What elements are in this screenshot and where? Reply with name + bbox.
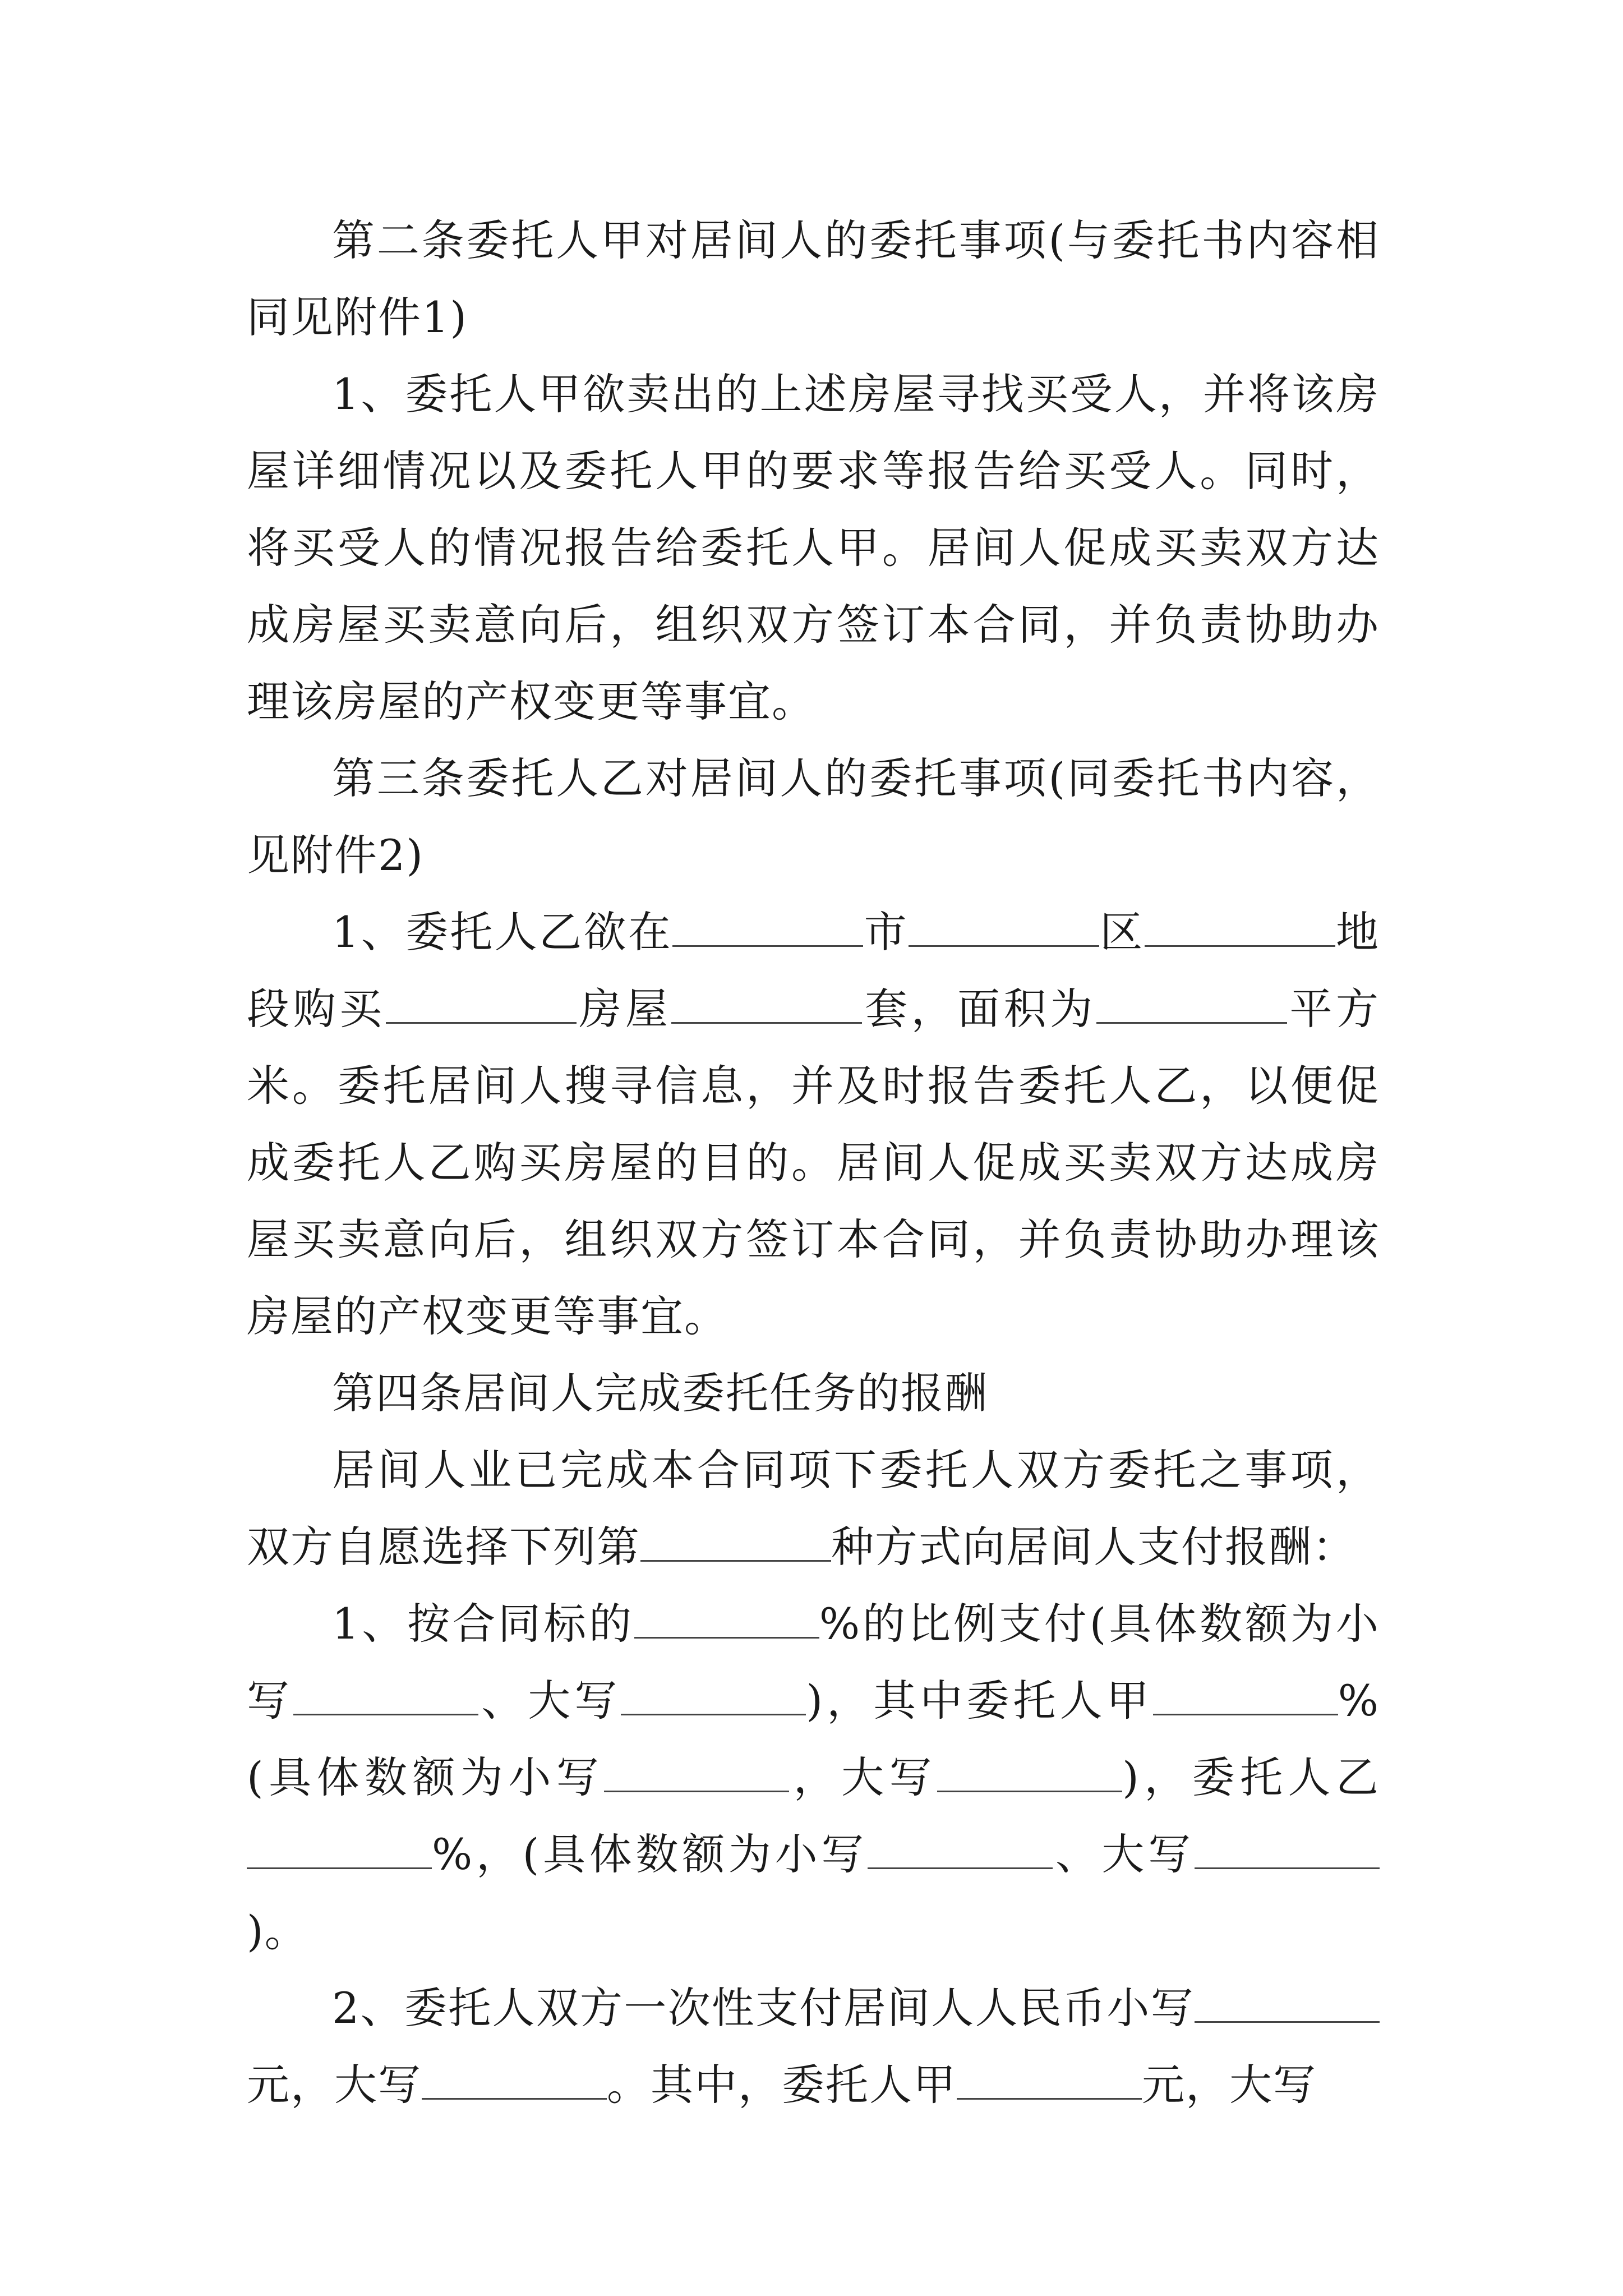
article-4-heading: 第四条居间人完成委托任务的报酬 (332, 1368, 988, 1418)
document-body (247, 202, 1380, 2123)
fill-blank-count[interactable] (671, 983, 862, 1024)
text: 元，大写 (1142, 2060, 1317, 2110)
text: 区 (1099, 907, 1145, 957)
fill-blank-party-a-lower[interactable] (604, 1751, 789, 1792)
fill-blank-size[interactable] (1096, 983, 1287, 1024)
fill-blank-party-a-percent[interactable] (1153, 1674, 1338, 1715)
text: %的比例支付(具体数额为小写 (247, 1599, 1380, 1726)
text: 1、委托人乙欲在 (332, 907, 673, 957)
text: 元，大写 (247, 2060, 422, 2110)
text: 地段购买 (247, 907, 1380, 1034)
text: )。 (247, 1906, 308, 1956)
text: )，委托人乙 (1122, 1752, 1380, 1802)
text: 种方式向居间人支付报酬： (831, 1522, 1356, 1572)
text: 、大写 (478, 1676, 621, 1726)
article-4-item-1 (247, 1585, 1380, 1970)
fill-blank-total-upper[interactable] (422, 2059, 607, 2100)
article-2-heading: 第二条委托人甲对居间人的委托事项(与委托书内容相同见附件1) (247, 215, 1380, 342)
fill-blank-percent[interactable] (634, 1598, 819, 1639)
text: 。其中，委托人甲 (607, 2060, 957, 2110)
article-3-heading: 第三条委托人乙对居间人的委托事项(同委托书内容，见附件2) (247, 753, 1380, 880)
text: 套，面积为 (862, 984, 1096, 1034)
fill-blank-amount-upper[interactable] (621, 1674, 806, 1715)
fill-blank-party-b-upper[interactable] (1195, 1828, 1380, 1869)
fill-blank-amount-lower[interactable] (293, 1674, 478, 1715)
text: 市 (863, 907, 909, 957)
text: 平方米。委托居间人搜寻信息，并及时报告委托人乙，以便促成委托人乙购买房屋的目的。居间人促成买卖双方达成房屋买卖意向后，组织双方签订本合同，并负责协助办理该房屋的产权变更等事宜。 (247, 984, 1380, 1341)
text: )，其中委托人甲 (806, 1676, 1153, 1726)
text: 、大写 (1053, 1829, 1195, 1879)
fill-blank-area[interactable] (1145, 906, 1335, 947)
fill-blank-party-a-upper[interactable] (937, 1751, 1122, 1792)
text: 居间人业已完成本合同项下委托人双方委托之事项，双方自愿选择下列第 (247, 1445, 1380, 1572)
fill-blank-party-a-yuan[interactable] (957, 2059, 1142, 2100)
article-2-item-1: 1、委托人甲欲卖出的上述房屋寻找买受人，并将该房屋详细情况以及委托人甲的要求等报告给买受人。同时，将买受人的情况报告给委托人甲。居间人促成买卖双方达成房屋买卖意向后，组织双方签订本合同，并负责协助办理该房屋的产权变更等事宜。 (247, 369, 1380, 726)
article-4-intro (247, 1432, 1380, 1585)
fill-blank-district[interactable] (909, 906, 1099, 947)
article-3-item-1 (247, 894, 1380, 1355)
fill-blank-house-type[interactable] (386, 983, 577, 1024)
fill-blank-party-b-lower[interactable] (868, 1828, 1053, 1869)
text: 1、按合同标的 (332, 1599, 634, 1649)
fill-blank-method[interactable] (640, 1521, 831, 1562)
fill-blank-city[interactable] (672, 906, 863, 947)
text: 房屋 (576, 984, 672, 1034)
fill-blank-party-b-percent[interactable] (247, 1828, 432, 1869)
text: ，大写 (789, 1752, 938, 1802)
text: %(具体数额为小写 (247, 1676, 1380, 1802)
fill-blank-total-lower[interactable] (1195, 1982, 1380, 2023)
text: 2、委托人双方一次性支付居间人人民币小写 (332, 1983, 1195, 2033)
article-4-item-2 (247, 1970, 1380, 2123)
text: %，(具体数额为小写 (432, 1829, 868, 1879)
